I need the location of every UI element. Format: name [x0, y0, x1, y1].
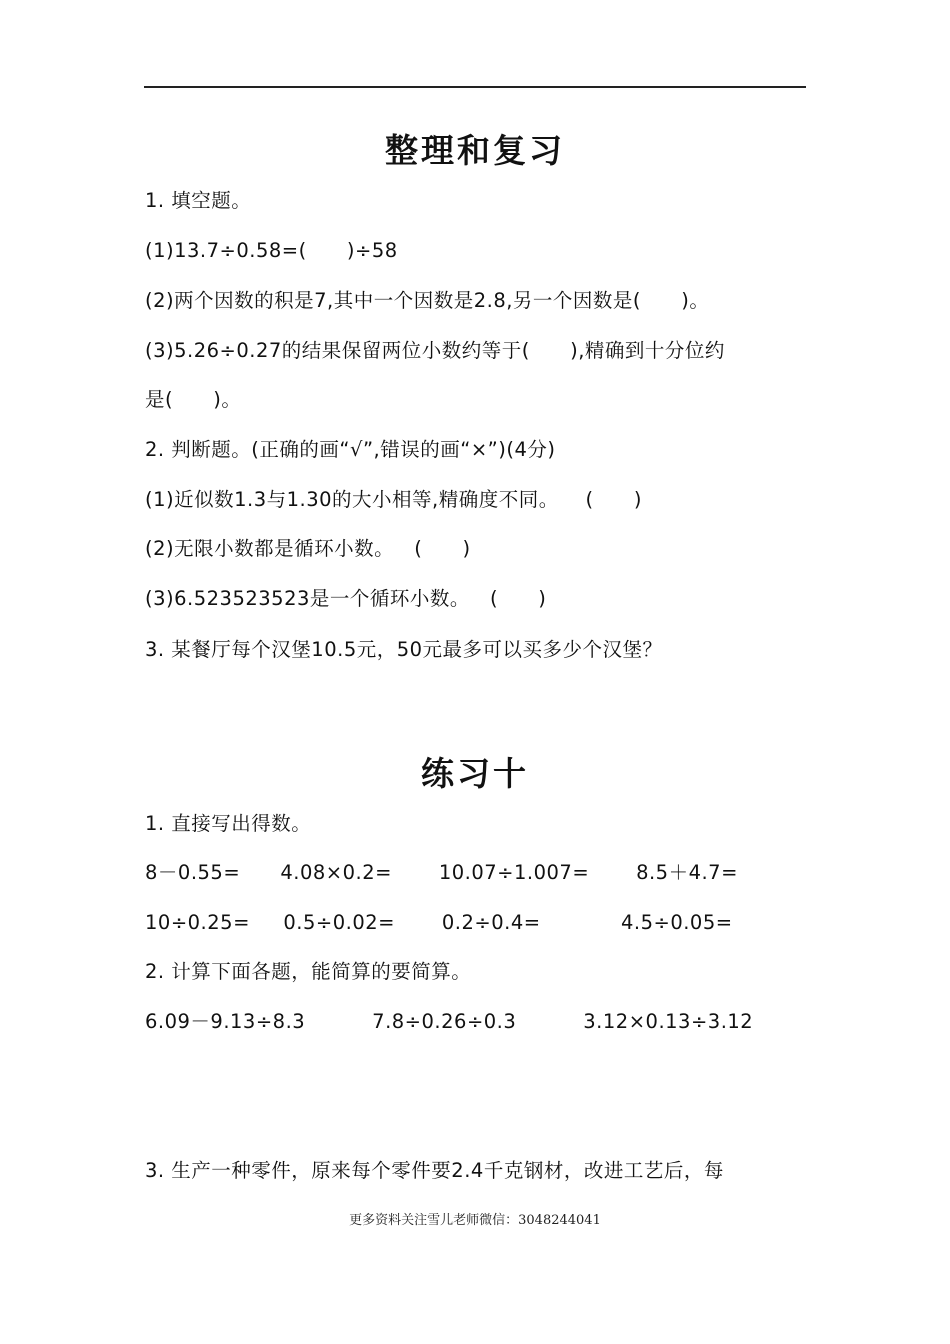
exercise-1-row-2: 10÷0.25= 0.5÷0.02= 0.2÷0.4= 4.5÷0.05= [145, 911, 733, 934]
question-2-heading: 2. 判断题。(正确的画“√”,错误的画“×”)(4分) [145, 438, 556, 461]
section-title-exercise-10: 练习十 [421, 754, 529, 793]
question-1-item-2: (2)两个因数的积是7,其中一个因数是2.8,另一个因数是( )。 [145, 289, 710, 312]
exercise-3: 3. 生产一种零件，原来每个零件要2.4千克钢材，改进工艺后，每 [145, 1159, 724, 1182]
question-2-item-3: (3)6.523523523是一个循环小数。 ( ) [145, 587, 547, 610]
exercise-2-expressions: 6.09－9.13÷8.3 7.8÷0.26÷0.3 3.12×0.13÷3.12 [145, 1010, 754, 1033]
question-2-item-1: (1)近似数1.3与1.30的大小相等,精确度不同。 ( ) [145, 488, 642, 511]
exercise-1-heading: 1. 直接写出得数。 [145, 812, 312, 835]
header-rule [144, 86, 806, 88]
question-1-item-3: (3)5.26÷0.27的结果保留两位小数约等于( ),精确到十分位约 [145, 339, 725, 362]
question-1-item-3-continued: 是( )。 [145, 388, 242, 411]
question-3: 3. 某餐厅每个汉堡10.5元，50元最多可以买多少个汉堡？ [145, 638, 663, 661]
question-2-item-2: (2)无限小数都是循环小数。 ( ) [145, 537, 471, 560]
exercise-2-heading: 2. 计算下面各题，能简算的要简算。 [145, 960, 472, 983]
question-1-heading: 1. 填空题。 [145, 189, 252, 212]
footer-note: 更多资料关注雪儿老师微信：3048244041 [349, 1213, 601, 1228]
section-title-review: 整理和复习 [385, 131, 565, 170]
exercise-1-row-1: 8－0.55= 4.08×0.2= 10.07÷1.007= 8.5＋4.7= [145, 861, 738, 884]
question-1-item-1: (1)13.7÷0.58=( )÷58 [145, 239, 398, 262]
